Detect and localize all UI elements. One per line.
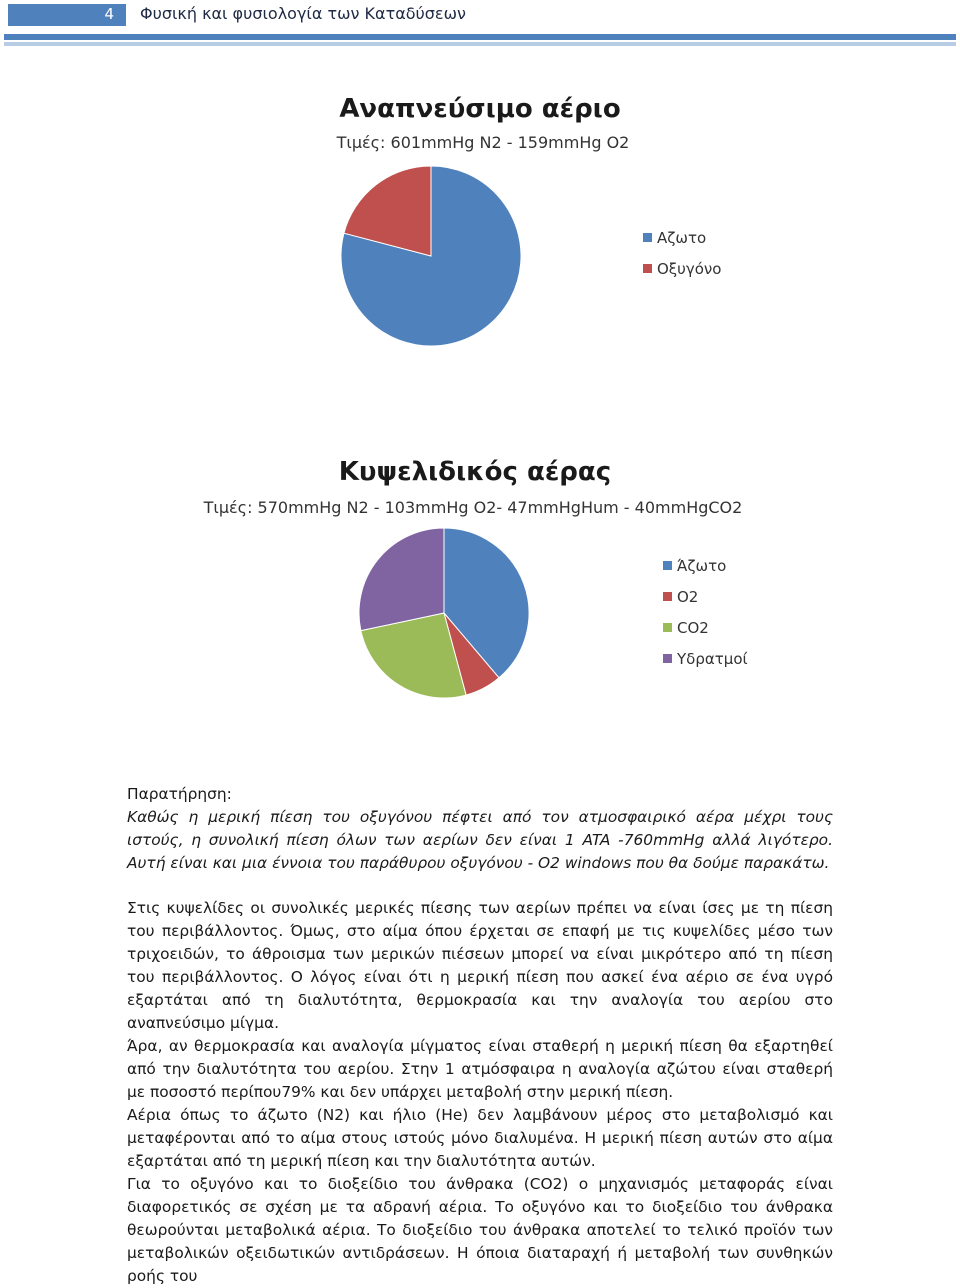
observation-text: Καθώς η μερική πίεση του οξυγόνου πέφτει από τον ατμοσφαιρικό αέρα μέχρι τους ιστούς, η συνολική πίεση όλων των αερίων δεν είναι 1 ATA -760mmHg αλλά λιγότερο. Αυτή είναι και μια έννοια του παράθυρου οξυγόνου - O2 windows που θα δούμε παρακάτω. <box>127 808 833 872</box>
legend <box>643 229 721 278</box>
legend-label: Άζωτο <box>677 557 727 575</box>
chart-alveolar-air <box>203 457 748 698</box>
legend-label: Υδρατμοί <box>677 650 748 668</box>
paragraph: Αέρια όπως το άζωτο (N2) και ήλιο (He) δεν λαμβάνουν μέρος στο μεταβολισμό και μεταφέρονται από το αίμα στους ιστούς μόνο διαλυμένα. Η μερική πίεση αυτών στο αίμα εξαρτάται από τη μερική πίεση και την διαλυτότητα αυτών. <box>127 1106 833 1170</box>
legend-swatch <box>643 264 652 273</box>
page-number: 4 <box>104 5 114 23</box>
body-paragraphs <box>127 897 833 1288</box>
chart-subtitle: Τιμές: 601mmHg N2 - 159mmHg O2 <box>336 133 630 152</box>
legend <box>663 557 748 668</box>
pie-slice <box>359 528 444 631</box>
observation-label: Παρατήρηση: <box>127 785 232 803</box>
chart-title: Κυψελιδικός αέρας <box>338 457 612 487</box>
paragraph: Άρα, αν θερμοκρασία και αναλογία μίγματος είναι σταθερή η μερική πίεση θα εξαρτηθεί από την διαλυτότητα του αερίου. Στην 1 ατμόσφαιρα η αναλογία αζώτου είναι σταθερή με ποσοστό περίπου79% και δεν υπάρχει μεταβολή στην μερική πίεση. <box>127 1037 833 1101</box>
paragraph: Για το οξυγόνο και το διοξείδιο του άνθρακα (CO2) ο μηχανισμός μεταφοράς είναι διαφορετικός σε σχέση με τα αδρανή αέρια. Το οξυγόνο και το διοξείδιο του άνθρακα θεωρούνται μεταβολικά αέρια. Το διοξείδιο του άνθρακα αποτελεί το τελικό προϊόν των μεταβολικών οξειδωτικών αντιδράσεων. Η όποια διαταραχή ή μεταβολή των συνθηκών ροής του <box>127 1175 833 1285</box>
legend-swatch <box>663 654 672 663</box>
pie-slices <box>341 166 521 346</box>
paragraph: Στις κυψελίδες οι συνολικές μερικές πίεσης των αερίων πρέπει να είναι ίσες με τη πίεση του περιβάλλοντος. Όμως, στο αίμα όπου έρχεται σε επαφή με τις κυψελίδες μέσο των τριχοειδών, το άθροισμα των μερικών πιέσεων μπορεί να είναι μικρότερο από τη πίεση του περιβάλλοντος. Ο λόγος είναι ότι η μερική πίεση που ασκεί ένα αέριο σε ένα υγρό εξαρτάται από τη διαλυτότητα, θερμοκρασία και την αναλογία του αερίου στο αναπνεύσιμο μίγμα. <box>127 899 833 1032</box>
legend-swatch <box>663 561 672 570</box>
legend-label: Οξυγόνο <box>657 260 722 278</box>
legend-label: Αζωτο <box>657 229 707 247</box>
legend-swatch <box>663 592 672 601</box>
observation-block <box>127 783 833 875</box>
chart-title: Αναπνεύσιμο αέριο <box>339 94 621 124</box>
chart-subtitle: Τιμές: 570mmHg N2 - 103mmHg O2- 47mmHgHum - 40mmHgCO2 <box>203 498 743 517</box>
legend-swatch <box>643 233 652 242</box>
legend-label: O2 <box>677 588 699 606</box>
legend-swatch <box>663 623 672 632</box>
legend-label: CO2 <box>677 619 709 637</box>
pie-slices <box>359 528 529 698</box>
chart-breathing-gas <box>336 94 722 346</box>
running-header-title: Φυσική και φυσιολογία των Καταδύσεων <box>140 4 466 23</box>
